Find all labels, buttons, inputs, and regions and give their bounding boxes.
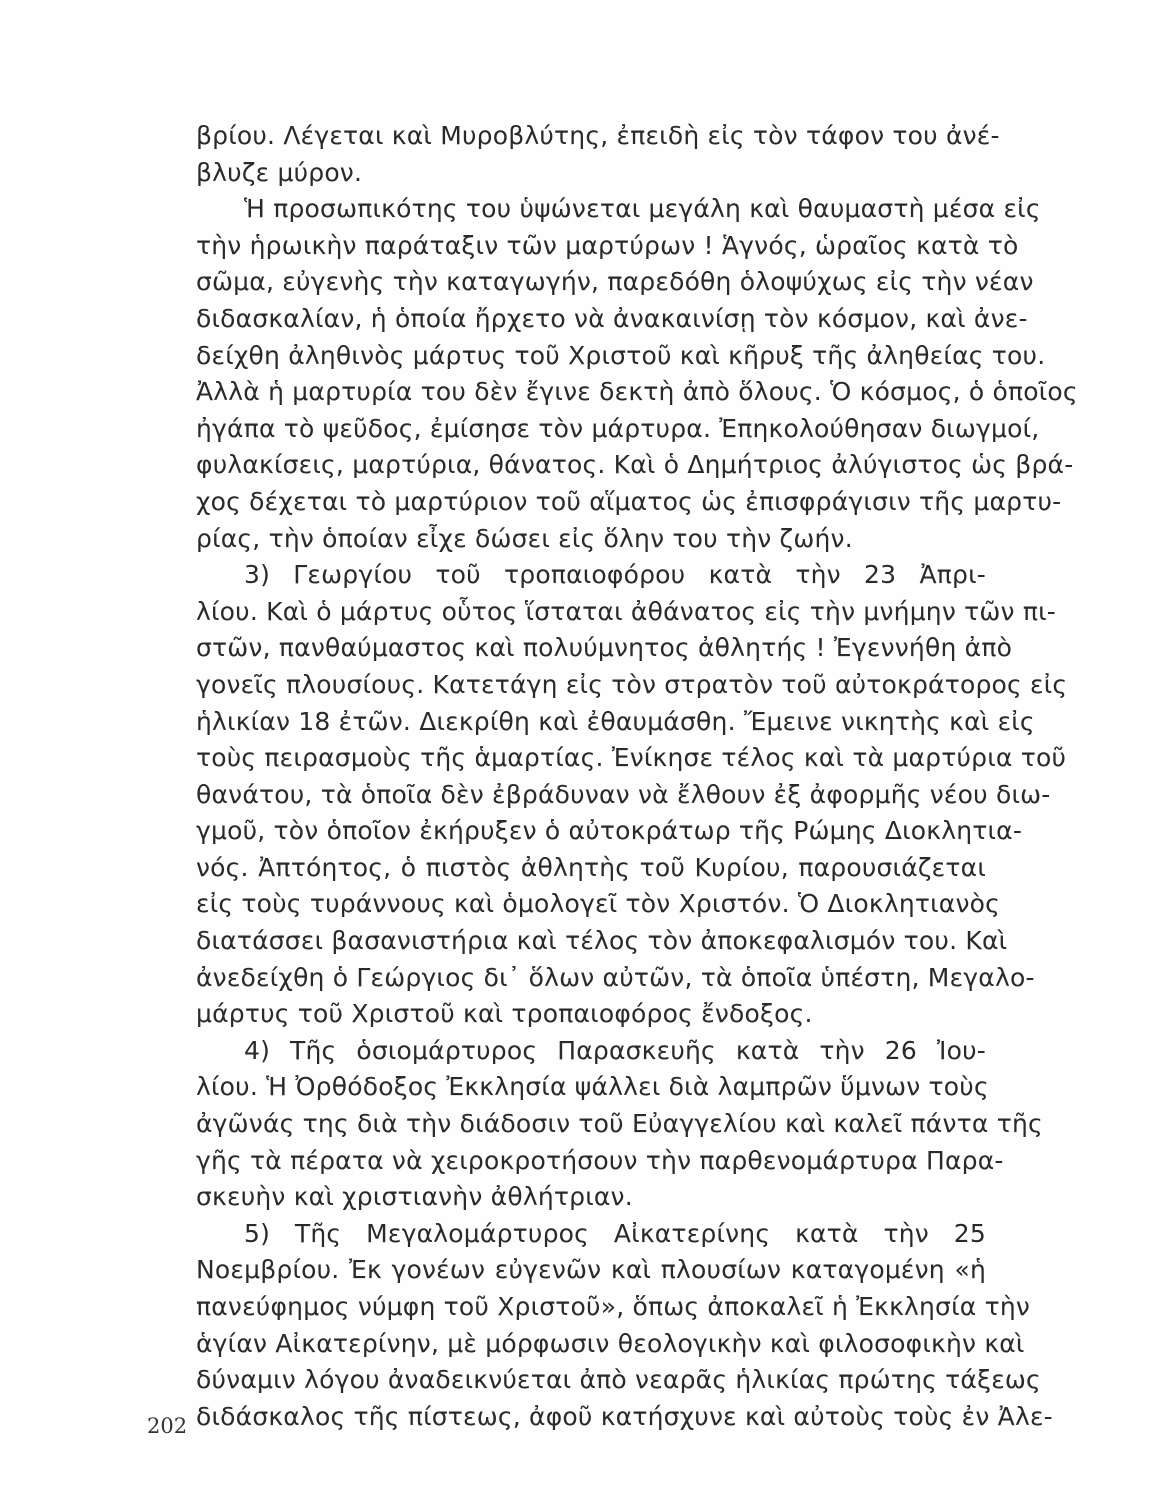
text-line: φυλακίσεις, μαρτύρια, θάνατος. Καὶ ὁ Δημήτριος ἀλύγιστος ὡς βρά- (196, 450, 1074, 480)
text-line: τὴν ἡρωικὴν παράταξιν τῶν μαρτύρων ! Ἁγνός, ὡραῖος κατὰ τὸ (196, 230, 1019, 260)
text-line: εἰς τοὺς τυράννους καὶ ὁμολογεῖ τὸν Χριστόν. Ὁ Διοκλητιανὸς (196, 889, 1000, 919)
text-line: στῶν, πανθαύμαστος καὶ πολυύμνητος ἀθλητής ! Ἐγεννήθη ἀπὸ (196, 633, 1013, 663)
text-line: διδάσκαλος τῆς πίστεως, ἀφοῦ κατήσχυνε καὶ αὐτοὺς τοὺς ἐν Ἀλε- (196, 1401, 1053, 1431)
text-line: Ἀλλὰ ἡ μαρτυρία του δὲν ἔγινε δεκτὴ ἀπὸ ὅλους. Ὁ κόσμος, ὁ ὁποῖος (196, 377, 1078, 407)
text-line: λίου. Καὶ ὁ μάρτυς οὗτος ἵσταται ἀθάνατος εἰς τὴν μνήμην τῶν πι- (196, 596, 1056, 626)
text-line: Ἡ προσωπικότης του ὑψώνεται μεγάλη καὶ θαυμαστὴ μέσα εἰς (244, 194, 1041, 224)
text-line: ἡλικίαν 18 ἐτῶν. Διεκρίθη καὶ ἐθαυμάσθη. Ἔμεινε νικητὴς καὶ εἰς (196, 706, 1035, 736)
text-line: Νοεμβρίου. Ἐκ γονέων εὐγενῶν καὶ πλουσίων καταγομένη «ἡ (196, 1255, 986, 1285)
text-line: βλυζε μύρον. (196, 157, 363, 187)
text-line: θανάτου, τὰ ὁποῖα δὲν ἐβράδυναν νὰ ἔλθουν ἐξ ἀφορμῆς νέου διω- (196, 779, 1051, 809)
text-line: διατάσσει βασανιστήρια καὶ τέλος τὸν ἀποκεφαλισμόν του. Καὶ (196, 926, 1008, 956)
text-line: σῶμα, εὐγενὴς τὴν καταγωγήν, παρεδόθη ὁλοψύχως εἰς τὴν νέαν (196, 267, 1034, 297)
text-line: δύναμιν λόγου ἀναδεικνύεται ἀπὸ νεαρᾶς ἡλικίας πρώτης τάξεως (196, 1365, 1041, 1395)
text-line: ἀνεδείχθη ὁ Γεώργιος δι᾽ ὅλων αὐτῶν, τὰ ὁποῖα ὑπέστη, Μεγαλο- (196, 962, 1035, 992)
text-line: ἠγάπα τὸ ψεῦδος, ἐμίσησε τὸν μάρτυρα. Ἐπηκολούθησαν διωγμοί, (196, 413, 1040, 443)
text-line: σκευὴν καὶ χριστιανὴν ἀθλήτριαν. (196, 1182, 633, 1212)
text-line: χος δέχεται τὸ μαρτύριον τοῦ αἵματος ὡς ἐπισφράγισιν τῆς μαρτυ- (196, 486, 1062, 516)
text-line: γμοῦ, τὸν ὁποῖον ἐκήρυξεν ὁ αὐτοκράτωρ τῆς Ρώμης Διοκλητια- (196, 816, 1023, 846)
text-line: 4) Τῆς ὁσιομάρτυρος Παρασκευῆς κατὰ τὴν 26 Ἰου- (244, 1035, 986, 1065)
text-line: νός. Ἀπτόητος, ὁ πιστὸς ἀθλητὴς τοῦ Κυρίου, παρουσιάζεται (196, 852, 986, 882)
text-line: πανεύφημος νύμφη τοῦ Χριστοῦ», ὅπως ἀποκαλεῖ ἡ Ἐκκλησία τὴν (196, 1292, 1031, 1321)
text-line: ἀγῶνάς της διὰ τὴν διάδοσιν τοῦ Εὐαγγελίου καὶ καλεῖ πάντα τῆς (196, 1109, 1043, 1139)
text-line: γονεῖς πλουσίους. Κατετάγη εἰς τὸν στρατὸν τοῦ αὐτοκράτορος εἰς (196, 669, 1068, 699)
text-line: δείχθη ἀληθινὸς μάρτυς τοῦ Χριστοῦ καὶ κῆρυξ τῆς ἀληθείας του. (196, 340, 1046, 370)
page-number: 202 (147, 1414, 188, 1438)
text-line: μάρτυς τοῦ Χριστοῦ καὶ τροπαιοφόρος ἔνδοξος. (196, 999, 813, 1029)
text-line: γῆς τὰ πέρατα νὰ χειροκροτήσουν τὴν παρθενομάρτυρα Παρα- (196, 1145, 1004, 1175)
text-line: 5) Τῆς Μεγαλομάρτυρος Αἰκατερίνης κατὰ τὴν 25 (244, 1218, 986, 1248)
text-line: ἁγίαν Αἰκατερίνην, μὲ μόρφωσιν θεολογικὴν καὶ φιλοσοφικὴν καὶ (196, 1328, 1025, 1358)
text-line: 3) Γεωργίου τοῦ τροπαιοφόρου κατὰ τὴν 23 Ἀπρι- (244, 560, 986, 590)
text-line: ρίας, τὴν ὁποίαν εἶχε δώσει εἰς ὅλην του τὴν ζωήν. (196, 523, 853, 553)
text-line: τοὺς πειρασμοὺς τῆς ἁμαρτίας. Ἐνίκησε τέλος καὶ τὰ μαρτύρια τοῦ (196, 743, 1067, 773)
text-line: διδασκαλίαν, ἡ ὁποία ἤρχετο νὰ ἀνακαινίσῃ τὸν κόσμον, καὶ ἀνε- (196, 303, 1028, 333)
text-line: βρίου. Λέγεται καὶ Μυροβλύτης, ἐπειδὴ εἰς τὸν τάφον του ἀνέ- (196, 121, 1000, 150)
body-text (196, 118, 1078, 1435)
text-line: λίου. Ἡ Ὀρθόδοξος Ἐκκλησία ψάλλει διὰ λαμπρῶν ὕμνων τοὺς (196, 1072, 989, 1102)
